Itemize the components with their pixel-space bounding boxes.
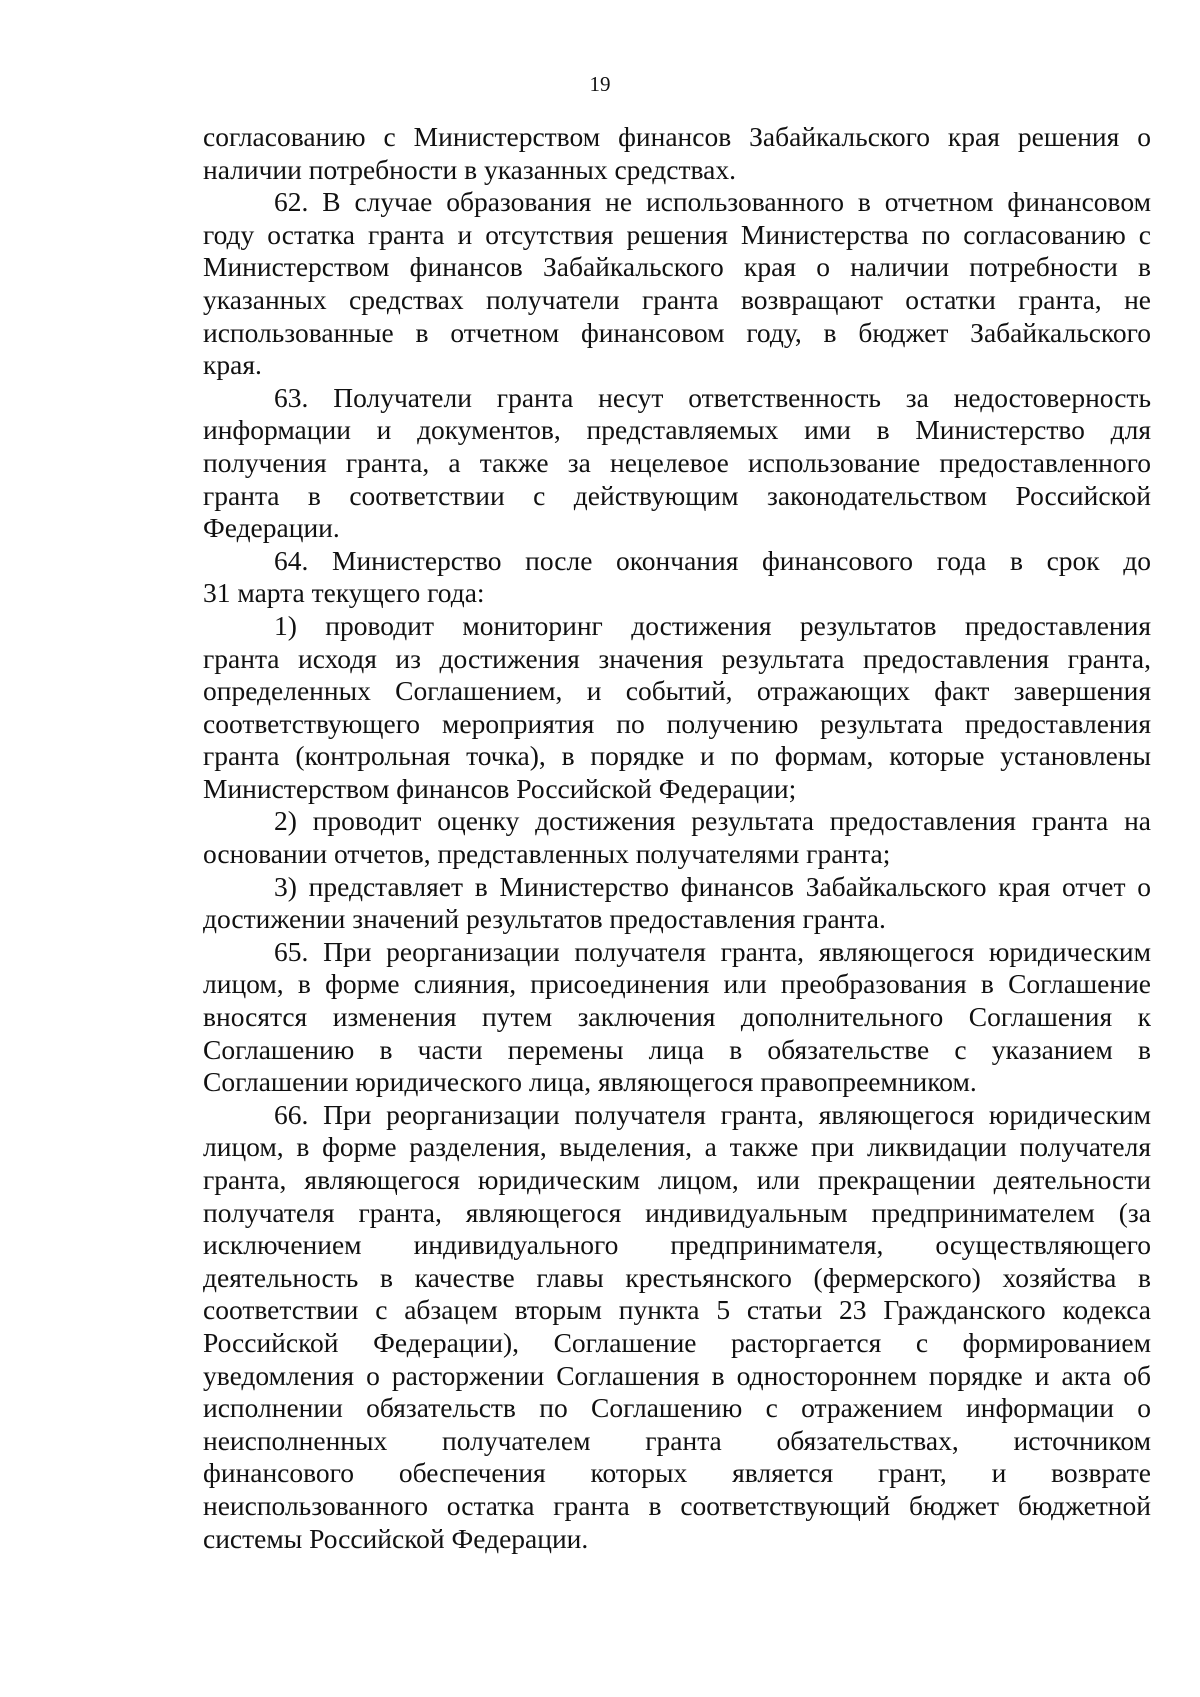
text-line: использованные в отчетном финансовом году, в бюджет Забайкальского (203, 316, 1151, 348)
text-line: 31 марта текущего года: (203, 577, 485, 609)
text-line: году остатка гранта и отсутствия решения Министерства по согласованию с (203, 218, 1151, 250)
text-line: деятельность в качестве главы крестьянского (фермерского) хозяйства в (203, 1261, 1151, 1293)
text-line: Российской Федерации), Соглашение расторгается с формированием (203, 1326, 1151, 1358)
text-line: гранта в соответствии с действующим законодательством Российской (203, 479, 1151, 511)
text-line: 66. При реорганизации получателя гранта, являющегося юридическим (274, 1098, 1151, 1130)
text-line: края. (203, 349, 262, 381)
text-line: Соглашению в части перемены лица в обязательстве с указанием в (203, 1033, 1151, 1065)
document-body (203, 121, 1151, 1555)
text-line: гранта, являющегося юридическим лицом, или прекращении деятельности (203, 1164, 1151, 1195)
text-line: финансового обеспечения которых является грант, и возврате (203, 1457, 1151, 1489)
text-line: 64. Министерство после окончания финансового года в срок до (274, 544, 1151, 576)
text-line: системы Российской Федерации. (203, 1522, 589, 1554)
text-line: основании отчетов, представленных получателями гранта; (203, 838, 891, 870)
text-line: исполнении обязательств по Соглашению с отражением информации о (203, 1392, 1151, 1424)
text-line: 63. Получатели гранта несут ответственность за недостоверность (274, 381, 1151, 413)
text-line: гранта (контрольная точка), в порядке и по формам, которые установлены (203, 740, 1151, 772)
text-line: неиспользованного остатка гранта в соответствующий бюджет бюджетной (203, 1489, 1151, 1521)
text-line: лицом, в форме слияния, присоединения или преобразования в Соглашение (203, 968, 1151, 1000)
text-line: 62. В случае образования не использованного в отчетном финансовом (274, 186, 1151, 218)
text-line: Министерством финансов Российской Федерации; (203, 772, 797, 804)
text-line: гранта исходя из достижения значения результата предоставления гранта, (203, 642, 1151, 674)
text-line: 3) представляет в Министерство финансов Забайкальского края отчет о (274, 870, 1151, 902)
text-line: 1) проводит мониторинг достижения результатов предоставления (274, 609, 1151, 641)
text-line: получателя гранта, являющегося индивидуальным предпринимателем (за (203, 1196, 1151, 1228)
text-line: Соглашении юридического лица, являющегося правопреемником. (203, 1066, 977, 1098)
text-line: согласованию с Министерством финансов Забайкальского края решения о (203, 121, 1151, 152)
text-line: вносятся изменения путем заключения дополнительного Соглашения к (203, 1001, 1151, 1033)
page-number: 19 (589, 72, 611, 96)
text-line: уведомления о расторжении Соглашения в одностороннем порядке и акта об (203, 1359, 1151, 1391)
text-line: достижении значений результатов предоставления гранта. (203, 903, 886, 935)
text-line: информации и документов, представляемых ими в Министерство для (203, 414, 1151, 446)
text-line: Министерством финансов Забайкальского края о наличии потребности в (203, 251, 1151, 283)
text-line: соответствии с абзацем вторым пункта 5 статьи 23 Гражданского кодекса (203, 1294, 1151, 1326)
text-line: 2) проводит оценку достижения результата предоставления гранта на (274, 805, 1151, 837)
text-line: получения гранта, а также за нецелевое использование предоставленного (203, 446, 1151, 478)
text-line: указанных средствах получатели гранта возвращают остатки гранта, не (203, 283, 1151, 315)
text-line: определенных Соглашением, и событий, отражающих факт завершения (203, 675, 1151, 707)
text-line: наличии потребности в указанных средствах. (203, 153, 736, 185)
text-line: исключением индивидуального предпринимателя, осуществляющего (203, 1229, 1151, 1261)
text-line: 65. При реорганизации получателя гранта, являющегося юридическим (274, 935, 1151, 967)
text-line: Федерации. (203, 512, 340, 544)
text-line: соответствующего мероприятия по получению результата предоставления (203, 707, 1151, 739)
text-line: лицом, в форме разделения, выделения, а также при ликвидации получателя (203, 1131, 1151, 1163)
text-line: неисполненных получателем гранта обязательствах, источником (203, 1424, 1151, 1456)
